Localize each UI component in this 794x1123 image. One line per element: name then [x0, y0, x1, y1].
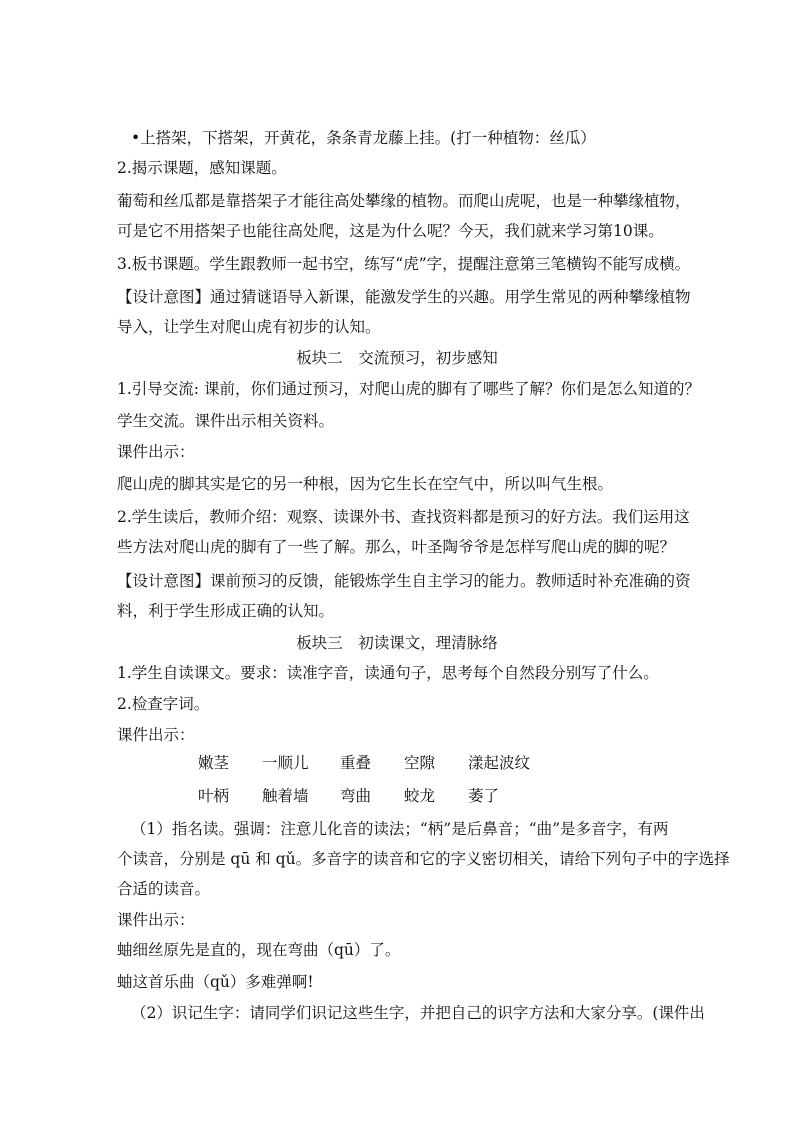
step-reveal-title: 2.揭示课题，感知课题。: [117, 159, 287, 177]
paragraph-line: 1.引导交流: 课前，你们通过预习，对爬山虎的脚有了哪些了解？你们是怎么知道的？: [117, 380, 700, 398]
courseware-label: 课件出示：: [117, 443, 195, 461]
courseware-label: 课件出示：: [117, 726, 195, 744]
vocab-word: 叶柄: [198, 787, 230, 805]
vocab-word: 嫩茎: [198, 754, 230, 772]
vocab-word: 空隙: [404, 754, 436, 772]
vocab-word: 重叠: [340, 754, 372, 772]
paragraph-line: 学生交流。课件出示相关资料。: [117, 412, 335, 430]
paragraph-line: 2.检查字词。: [117, 695, 210, 713]
example-sentence: 蚰细丝原先是直的，现在弯曲（qū）了。: [117, 941, 401, 959]
vocab-word: 一顺儿: [262, 754, 309, 772]
paragraph-line: 些方法对爬山虎的脚有了一些了解。那么，叶圣陶爷爷是怎样写爬山虎的脚的呢？: [117, 538, 676, 556]
courseware-label: 课件出示：: [117, 911, 195, 929]
design-intent-line: 【设计意图】通过猜谜语导入新课，能激发学生的兴趣。用学生常见的两种攀缘植物: [117, 288, 691, 306]
design-intent-line: 导入，让学生对爬山虎有初步的认知。: [117, 318, 381, 336]
vocab-word: 蛟龙: [404, 787, 436, 805]
example-sentence: 蚰这首乐曲（qǔ）多难弹啊!: [117, 973, 314, 991]
vocab-word: 触着墙: [262, 787, 309, 805]
design-intent-line: 【设计意图】课前预习的反馈，能锻炼学生自主学习的能力。教师适时补充准确的资: [117, 572, 691, 590]
section-heading-2: 板块二 交流预习，初步感知: [296, 349, 498, 367]
vocab-word: 漾起波纹: [468, 754, 531, 772]
paragraph-line: 2.学生读后，教师介绍：观察、读课外书、查找资料都是预习的好方法。我们运用这: [117, 508, 690, 526]
paragraph-line: 个读音，分别是 qū 和 qǔ。多音字的读音和它的字义密切相关，请给下列句子中的字选择: [117, 850, 730, 868]
vocab-word: 弯曲: [340, 787, 372, 805]
vocab-word: 萎了: [468, 787, 500, 805]
riddle-line: •上搭架，下搭架，开黄花，条条青龙藤上挂。(打一种植物：丝瓜）: [131, 129, 596, 147]
paragraph-line: 葡萄和丝瓜都是靠搭架子才能往高处攀缘的植物。而爬山虎呢，也是一种攀缘植物，: [117, 192, 691, 210]
section-heading-3: 板块三 初读课文，理清脉络: [296, 634, 498, 652]
design-intent-line: 料，利于学生形成正确的认知。: [117, 602, 335, 620]
paragraph-line: 可是它不用搭架子也能往高处爬，这是为什么呢？今天，我们就来学习第10课。: [117, 222, 664, 240]
paragraph-line: （2）识记生字：请同学们识记这些生字，并把自己的识字方法和大家分享。(课件出: [131, 1004, 705, 1022]
paragraph-line: 1.学生自读课文。要求：读准字音，读通句子，思考每个自然段分别写了什么。: [117, 664, 659, 682]
step-write-title: 3.板书课题。学生跟教师一起书空，练写“虎”字，提醒注意第三笔横钩不能写成横。: [117, 255, 691, 273]
paragraph-line: （1）指名读。强调：注意儿化音的读法；“柄”是后鼻音；“曲”是多音字，有两: [131, 820, 669, 838]
courseware-text: 爬山虎的脚其实是它的另一种根，因为它生长在空气中，所以叫气生根。: [117, 475, 614, 493]
paragraph-line: 合适的读音。: [117, 880, 211, 898]
